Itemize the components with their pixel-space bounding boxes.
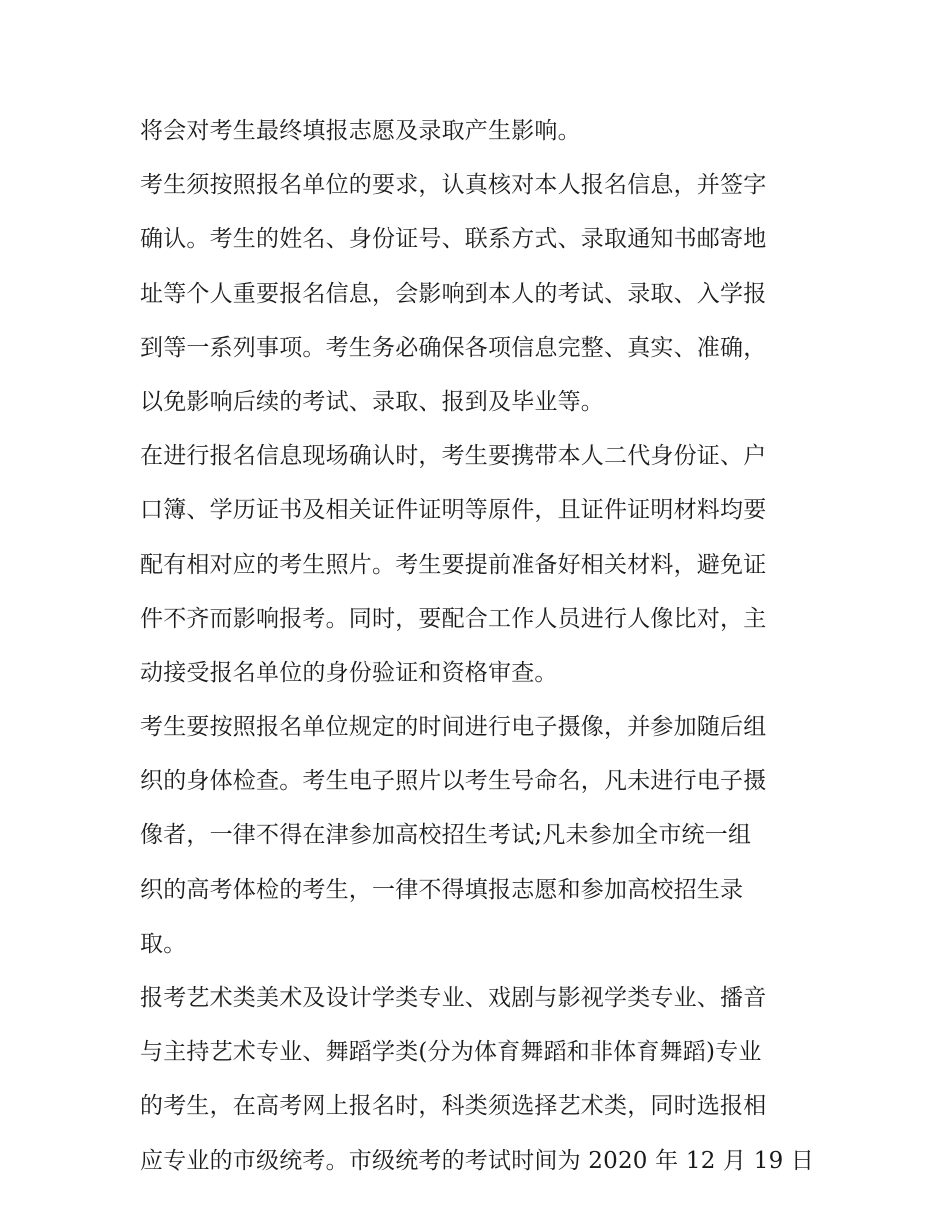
text-line: 织的身体检查。考生电子照片以考生号命名，凡未进行电子摄 bbox=[140, 768, 767, 795]
text-line: 与主持艺术专业、舞蹈学类(分为体育舞蹈和非体育舞蹈)专业 bbox=[140, 1039, 762, 1066]
text-line: 址等个人重要报名信息，会影响到本人的考试、录取、入学报 bbox=[140, 280, 767, 307]
text-line: 将会对考生最终填报志愿及录取产生影响。 bbox=[140, 118, 581, 144]
text-line: 配有相对应的考生照片。考生要提前准备好相关材料，避免证 bbox=[140, 551, 767, 578]
text-line: 在进行报名信息现场确认时，考生要携带本人二代身份证、户 bbox=[140, 443, 767, 470]
text-line: 动接受报名单位的身份验证和资格审查。 bbox=[140, 659, 558, 686]
document-body bbox=[140, 104, 820, 1188]
text-line: 织的高考体检的考生，一律不得填报志愿和参加高校招生录 bbox=[140, 876, 744, 903]
text-line: 像者，一律不得在津参加高校招生考试;凡未参加全市统一组 bbox=[140, 822, 752, 849]
text-line: 考生要按照报名单位规定的时间进行电子摄像，并参加随后组 bbox=[140, 714, 767, 741]
text-line: 报考艺术类美术及设计学类专业、戏剧与影视学类专业、播音 bbox=[140, 985, 767, 1011]
text-line: 的考生，在高考网上报名时，科类须选择艺术类，同时选报相 bbox=[140, 1093, 767, 1120]
text-line: 以免影响后续的考试、录取、报到及毕业等。 bbox=[140, 388, 604, 415]
text-line: 应专业的市级统考。市级统考的考试时间为 2020 年 12 月 19 日 bbox=[140, 1147, 815, 1174]
text-line: 件不齐而影响报考。同时，要配合工作人员进行人像比对，主 bbox=[140, 605, 767, 632]
text-line: 确认。考生的姓名、身份证号、联系方式、录取通知书邮寄地 bbox=[140, 226, 767, 253]
text-line: 取。 bbox=[140, 930, 187, 957]
text-line: 到等一系列事项。考生务必确保各项信息完整、真实、准确， bbox=[140, 334, 767, 361]
text-line: 考生须按照报名单位的要求，认真核对本人报名信息，并签字 bbox=[140, 172, 767, 199]
text-line: 口簿、学历证书及相关证件证明等原件，且证件证明材料均要 bbox=[140, 497, 767, 524]
